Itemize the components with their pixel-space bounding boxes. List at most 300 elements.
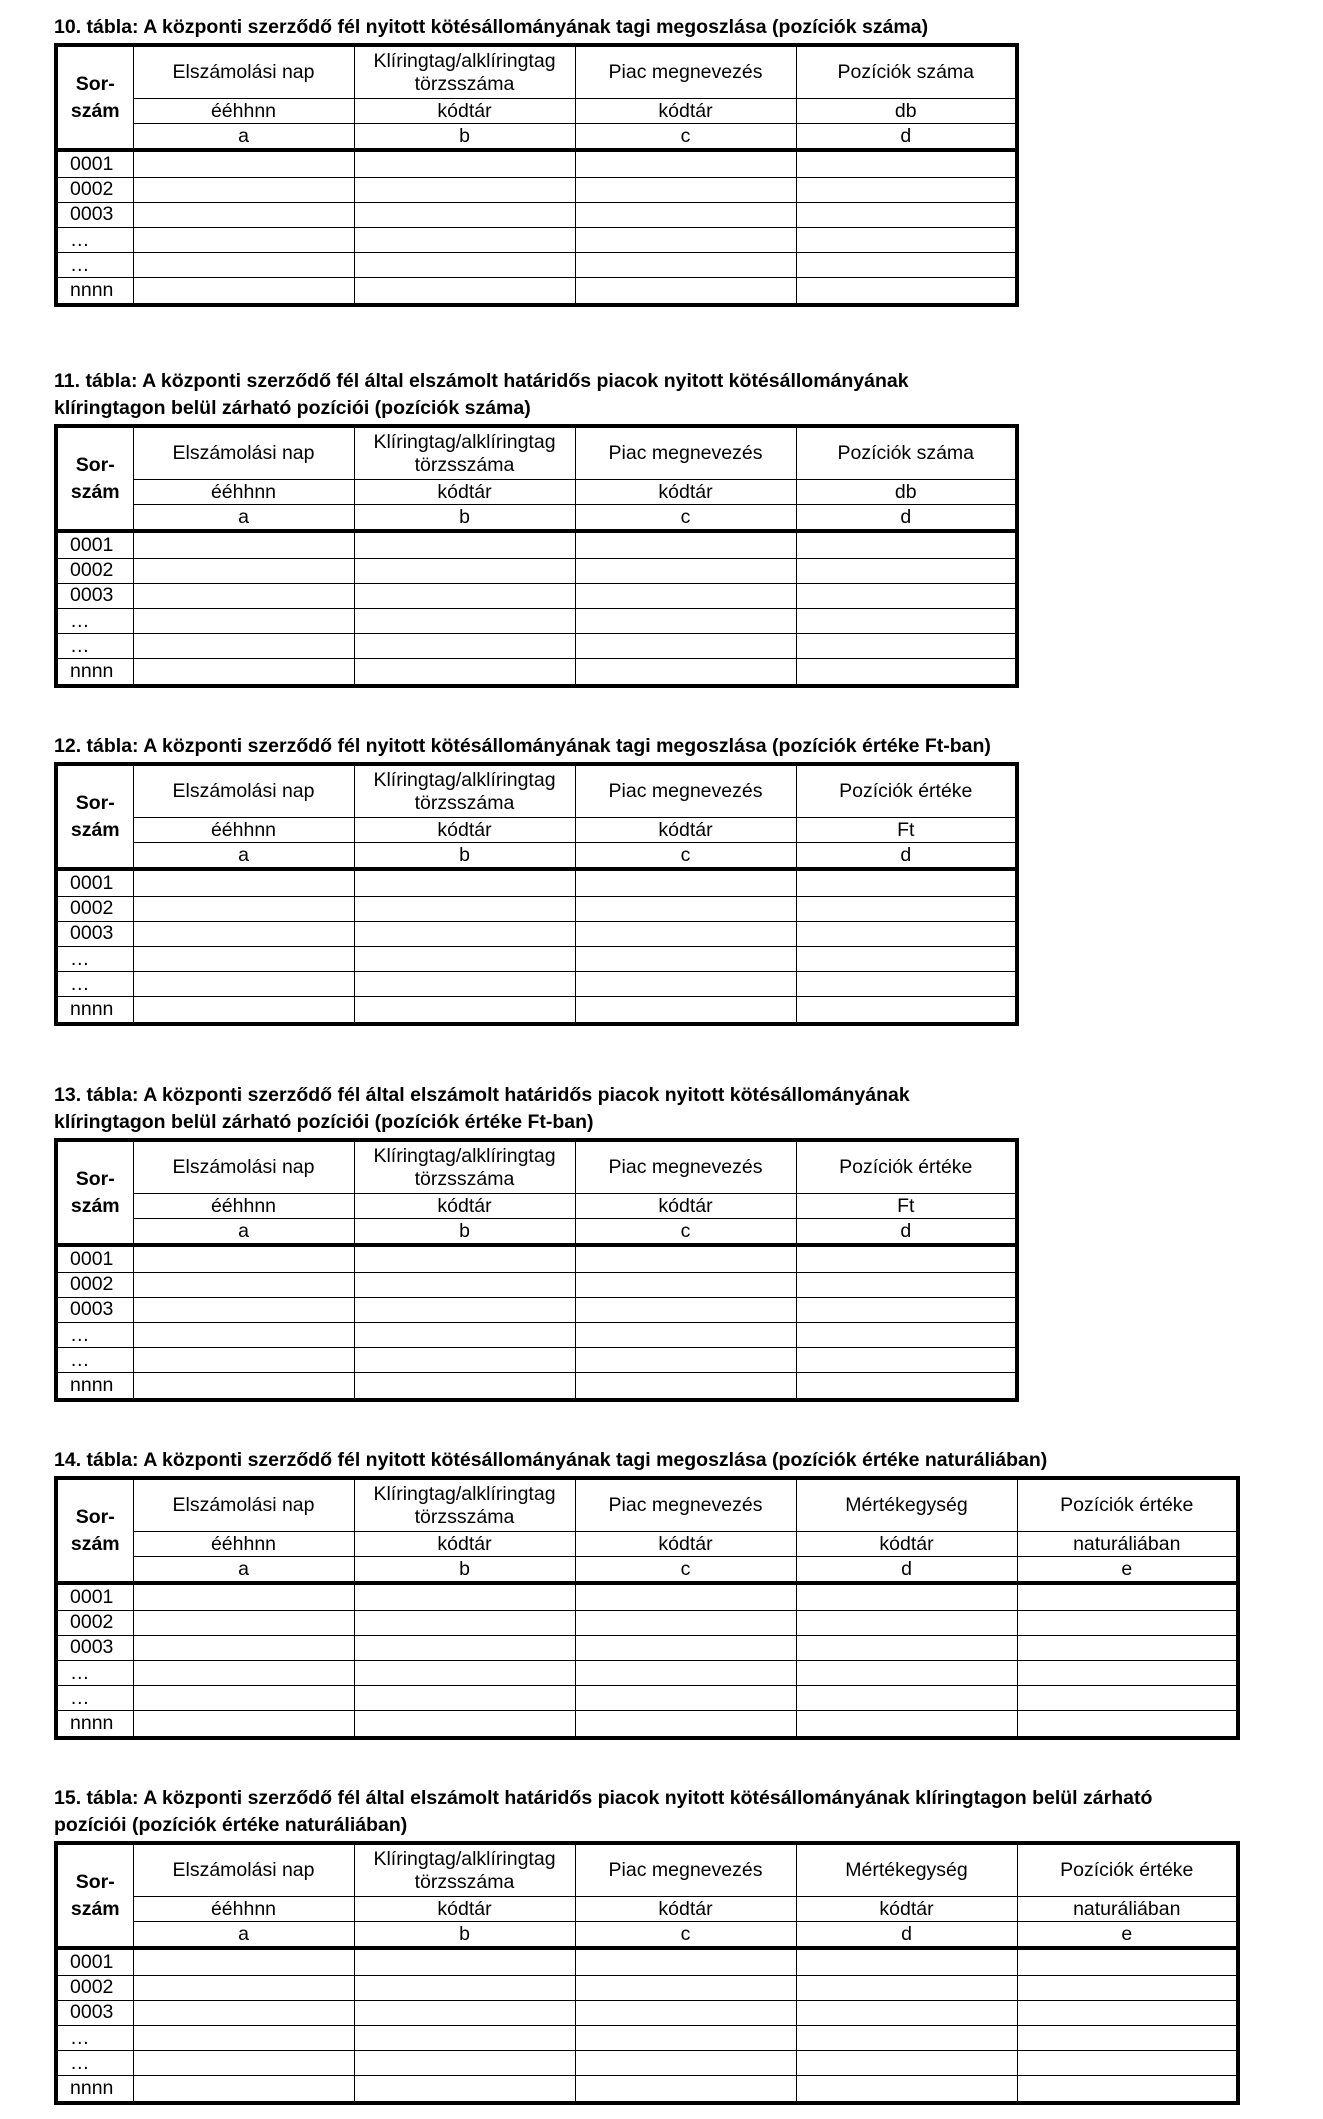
row-number: 0001	[56, 1245, 133, 1272]
table-cell[interactable]	[133, 1686, 354, 1711]
row-number: …	[56, 227, 133, 252]
table-cell[interactable]	[1017, 1610, 1238, 1635]
column-header: Pozíciók értéke	[796, 1140, 1017, 1194]
column-header: Pozíciók értéke	[1017, 1843, 1238, 1897]
table-cell[interactable]	[354, 1322, 575, 1347]
table-cell[interactable]	[575, 150, 796, 177]
sorszam-header: Sor- szám	[56, 1478, 133, 1583]
table-cell[interactable]	[796, 531, 1017, 558]
table-cell[interactable]	[575, 1245, 796, 1272]
table-cell[interactable]	[1017, 2000, 1238, 2025]
row-number: nnnn	[56, 1373, 133, 1400]
row-number: …	[56, 1348, 133, 1373]
column-header: Piac megnevezés	[575, 764, 796, 818]
row-number: 0002	[56, 177, 133, 202]
table-row	[56, 558, 1017, 583]
column-unit: ééhhnn	[133, 818, 354, 843]
table-cell[interactable]	[796, 997, 1017, 1024]
table-cell[interactable]	[575, 227, 796, 252]
table-cell[interactable]	[575, 1322, 796, 1347]
header-row	[56, 1140, 1017, 1194]
table-cell[interactable]	[796, 1711, 1017, 1738]
column-header: Elszámolási nap	[133, 1478, 354, 1532]
table-cell[interactable]	[133, 1975, 354, 2000]
column-unit: kódtár	[575, 99, 796, 124]
column-header: Piac megnevezés	[575, 1478, 796, 1532]
table-cell[interactable]	[575, 997, 796, 1024]
table-cell[interactable]	[796, 972, 1017, 997]
table-cell[interactable]	[133, 1948, 354, 1975]
table-cell[interactable]	[575, 177, 796, 202]
table-cell[interactable]	[575, 921, 796, 946]
form-table	[54, 762, 1019, 1026]
table-row	[56, 921, 1017, 946]
column-header: Mértékegység	[796, 1843, 1017, 1897]
table-cell[interactable]	[796, 278, 1017, 305]
table-caption: 13. tábla: A központi szerződő fél által elszámolt határidős piacok nyitott kötésállományának klíringtagon belül zárható pozíciói (pozíciók értéke Ft-ban)	[54, 1084, 916, 1133]
column-letter: a	[133, 1219, 354, 1246]
table-cell[interactable]	[796, 150, 1017, 177]
row-number: 0003	[56, 1635, 133, 1660]
table-cell[interactable]	[354, 1711, 575, 1738]
table-row	[56, 2025, 1238, 2050]
table-cell[interactable]	[133, 1322, 354, 1347]
column-header: Elszámolási nap	[133, 426, 354, 480]
table-row	[56, 1711, 1238, 1738]
table-cell[interactable]	[796, 1322, 1017, 1347]
table-cell[interactable]	[133, 583, 354, 608]
table-cell[interactable]	[354, 972, 575, 997]
column-letter-row	[56, 1557, 1238, 1584]
table-cell[interactable]	[796, 1297, 1017, 1322]
table-cell[interactable]	[796, 1975, 1017, 2000]
column-header: Pozíciók értéke	[796, 764, 1017, 818]
column-letter: d	[796, 124, 1017, 151]
column-letter: d	[796, 1219, 1017, 1246]
column-letter-row	[56, 1219, 1017, 1246]
column-unit: kódtár	[575, 1194, 796, 1219]
table-cell[interactable]	[354, 1660, 575, 1685]
form-table-section	[54, 14, 1284, 307]
header-row	[56, 764, 1017, 818]
table-cell[interactable]	[575, 1711, 796, 1738]
table-cell[interactable]	[796, 1635, 1017, 1660]
table-cell[interactable]	[133, 2076, 354, 2103]
table-cell[interactable]	[354, 227, 575, 252]
table-row	[56, 531, 1017, 558]
sorszam-header: Sor- szám	[56, 1843, 133, 1948]
table-cell[interactable]	[796, 608, 1017, 633]
table-cell[interactable]	[796, 2000, 1017, 2025]
unit-row	[56, 1897, 1238, 1922]
table-row	[56, 1635, 1238, 1660]
form-table	[54, 1476, 1240, 1740]
table-cell[interactable]	[354, 253, 575, 278]
table-row	[56, 253, 1017, 278]
column-header: Piac megnevezés	[575, 45, 796, 99]
table-cell[interactable]	[1017, 2076, 1238, 2103]
row-number: 0003	[56, 202, 133, 227]
table-cell[interactable]	[1017, 1583, 1238, 1610]
table-row	[56, 278, 1017, 305]
table-row	[56, 2000, 1238, 2025]
column-letter: a	[133, 505, 354, 532]
table-cell[interactable]	[354, 1272, 575, 1297]
column-unit: Ft	[796, 1194, 1017, 1219]
table-row	[56, 1583, 1238, 1610]
table-cell[interactable]	[1017, 1711, 1238, 1738]
column-letter: b	[354, 124, 575, 151]
table-cell[interactable]	[575, 1373, 796, 1400]
column-header: Klíringtag/alklíringtag törzsszáma	[354, 1478, 575, 1532]
table-cell[interactable]	[796, 1948, 1017, 1975]
table-cell[interactable]	[354, 1348, 575, 1373]
table-cell[interactable]	[133, 2051, 354, 2076]
sorszam-header: Sor- szám	[56, 426, 133, 531]
column-header: Elszámolási nap	[133, 1843, 354, 1897]
unit-row	[56, 1194, 1017, 1219]
table-cell[interactable]	[575, 1660, 796, 1685]
column-unit: naturáliában	[1017, 1897, 1238, 1922]
unit-row	[56, 99, 1017, 124]
table-cell[interactable]	[354, 1373, 575, 1400]
table-cell[interactable]	[354, 1635, 575, 1660]
column-letter: b	[354, 1557, 575, 1584]
column-unit: kódtár	[354, 480, 575, 505]
table-cell[interactable]	[575, 1297, 796, 1322]
form-table	[54, 43, 1019, 307]
table-row	[56, 583, 1017, 608]
column-unit: ééhhnn	[133, 99, 354, 124]
column-header: Klíringtag/alklíringtag törzsszáma	[354, 1843, 575, 1897]
header-row	[56, 426, 1017, 480]
table-cell[interactable]	[133, 2000, 354, 2025]
column-unit: kódtár	[354, 1194, 575, 1219]
table-cell[interactable]	[575, 946, 796, 971]
table-cell[interactable]	[354, 2000, 575, 2025]
table-row	[56, 2051, 1238, 2076]
table-cell[interactable]	[1017, 1660, 1238, 1685]
table-cell[interactable]	[575, 634, 796, 659]
column-letter: b	[354, 1219, 575, 1246]
row-number: 0001	[56, 1948, 133, 1975]
table-cell[interactable]	[796, 558, 1017, 583]
table-cell[interactable]	[796, 1583, 1017, 1610]
table-cell[interactable]	[1017, 2051, 1238, 2076]
row-number: 0003	[56, 2000, 133, 2025]
table-cell[interactable]	[133, 634, 354, 659]
table-cell[interactable]	[575, 1686, 796, 1711]
table-cell[interactable]	[133, 278, 354, 305]
table-cell[interactable]	[575, 1583, 796, 1610]
sorszam-header: Sor- szám	[56, 45, 133, 150]
column-letter: a	[133, 1922, 354, 1949]
table-cell[interactable]	[796, 253, 1017, 278]
row-number: 0001	[56, 531, 133, 558]
table-cell[interactable]	[354, 558, 575, 583]
table-cell[interactable]	[1017, 1948, 1238, 1975]
column-unit: kódtár	[796, 1532, 1017, 1557]
table-row	[56, 946, 1017, 971]
table-row	[56, 227, 1017, 252]
column-letter: d	[796, 1557, 1017, 1584]
table-cell[interactable]	[133, 1583, 354, 1610]
table-cell[interactable]	[796, 227, 1017, 252]
column-letter: b	[354, 505, 575, 532]
table-cell[interactable]	[575, 2000, 796, 2025]
table-cell[interactable]	[354, 202, 575, 227]
table-cell[interactable]	[796, 1373, 1017, 1400]
table-cell[interactable]	[796, 659, 1017, 686]
table-cell[interactable]	[133, 202, 354, 227]
table-cell[interactable]	[133, 1348, 354, 1373]
column-letter: a	[133, 843, 354, 870]
table-cell[interactable]	[796, 177, 1017, 202]
unit-row	[56, 1532, 1238, 1557]
table-row	[56, 1272, 1017, 1297]
table-cell[interactable]	[354, 634, 575, 659]
column-letter-row	[56, 1922, 1238, 1949]
table-row	[56, 972, 1017, 997]
form-table	[54, 1841, 1240, 2105]
table-cell[interactable]	[575, 1635, 796, 1660]
table-cell[interactable]	[133, 150, 354, 177]
table-cell[interactable]	[354, 2051, 575, 2076]
row-number: …	[56, 608, 133, 633]
table-cell[interactable]	[354, 608, 575, 633]
table-cell[interactable]	[133, 2025, 354, 2050]
column-unit: kódtár	[354, 99, 575, 124]
table-cell[interactable]	[133, 1297, 354, 1322]
table-row	[56, 1948, 1238, 1975]
column-unit: kódtár	[575, 480, 796, 505]
table-cell[interactable]	[575, 2051, 796, 2076]
form-table-section	[54, 733, 1284, 1026]
table-row	[56, 659, 1017, 686]
table-cell[interactable]	[354, 1975, 575, 2000]
column-header: Klíringtag/alklíringtag törzsszáma	[354, 1140, 575, 1194]
row-number: 0002	[56, 1272, 133, 1297]
table-cell[interactable]	[575, 1948, 796, 1975]
column-letter: b	[354, 1922, 575, 1949]
row-number: 0002	[56, 896, 133, 921]
table-cell[interactable]	[575, 1348, 796, 1373]
table-row	[56, 150, 1017, 177]
table-row	[56, 2076, 1238, 2103]
table-cell[interactable]	[575, 1272, 796, 1297]
table-cell[interactable]	[575, 202, 796, 227]
table-cell[interactable]	[575, 608, 796, 633]
table-cell[interactable]	[354, 1610, 575, 1635]
table-cell[interactable]	[1017, 1975, 1238, 2000]
table-cell[interactable]	[354, 150, 575, 177]
row-number: …	[56, 1686, 133, 1711]
table-cell[interactable]	[575, 659, 796, 686]
table-cell[interactable]	[796, 1660, 1017, 1685]
table-cell[interactable]	[133, 1245, 354, 1272]
column-letter: e	[1017, 1922, 1238, 1949]
table-cell[interactable]	[796, 1610, 1017, 1635]
column-unit: naturáliában	[1017, 1532, 1238, 1557]
row-number: …	[56, 2051, 133, 2076]
table-row	[56, 1348, 1017, 1373]
column-header: Klíringtag/alklíringtag törzsszáma	[354, 45, 575, 99]
table-cell[interactable]	[133, 253, 354, 278]
table-cell[interactable]	[133, 1373, 354, 1400]
table-cell[interactable]	[796, 2025, 1017, 2050]
unit-row	[56, 480, 1017, 505]
row-number: 0003	[56, 583, 133, 608]
form-table-section	[54, 1447, 1284, 1740]
table-cell[interactable]	[575, 583, 796, 608]
column-header: Elszámolási nap	[133, 1140, 354, 1194]
table-cell[interactable]	[354, 2076, 575, 2103]
column-letter: a	[133, 124, 354, 151]
table-row	[56, 1610, 1238, 1635]
table-row	[56, 202, 1017, 227]
row-number: …	[56, 2025, 133, 2050]
table-cell[interactable]	[575, 253, 796, 278]
column-unit: ééhhnn	[133, 480, 354, 505]
column-letter-row	[56, 505, 1017, 532]
table-cell[interactable]	[796, 1348, 1017, 1373]
column-header: Pozíciók száma	[796, 426, 1017, 480]
table-cell[interactable]	[354, 278, 575, 305]
table-cell[interactable]	[133, 1635, 354, 1660]
table-cell[interactable]	[796, 2076, 1017, 2103]
form-table-section	[54, 368, 1019, 688]
column-unit: kódtár	[354, 1897, 575, 1922]
table-cell[interactable]	[575, 2025, 796, 2050]
table-cell[interactable]	[133, 972, 354, 997]
table-cell[interactable]	[796, 2051, 1017, 2076]
table-cell[interactable]	[575, 972, 796, 997]
table-cell[interactable]	[575, 531, 796, 558]
table-cell[interactable]	[575, 869, 796, 896]
table-cell[interactable]	[796, 1272, 1017, 1297]
table-cell[interactable]	[133, 896, 354, 921]
table-cell[interactable]	[354, 177, 575, 202]
column-header: Mértékegység	[796, 1478, 1017, 1532]
table-row	[56, 608, 1017, 633]
table-caption: 11. tábla: A központi szerződő fél által elszámolt határidős piacok nyitott kötésállományának klíringtagon belül zárható pozíciói (pozíciók száma)	[54, 370, 915, 419]
table-caption: 12. tábla: A központi szerződő fél nyitott kötésállományának tagi megoszlása (pozíciók értéke Ft-ban)	[54, 735, 991, 757]
table-cell[interactable]	[354, 531, 575, 558]
column-unit: ééhhnn	[133, 1194, 354, 1219]
table-cell[interactable]	[1017, 1635, 1238, 1660]
table-cell[interactable]	[133, 946, 354, 971]
table-cell[interactable]	[796, 869, 1017, 896]
table-cell[interactable]	[133, 1610, 354, 1635]
table-cell[interactable]	[354, 921, 575, 946]
form-table	[54, 1138, 1019, 1402]
sorszam-header: Sor- szám	[56, 764, 133, 869]
table-cell[interactable]	[354, 1948, 575, 1975]
table-row	[56, 634, 1017, 659]
table-cell[interactable]	[354, 583, 575, 608]
table-cell[interactable]	[354, 1297, 575, 1322]
table-cell[interactable]	[133, 227, 354, 252]
table-cell[interactable]	[1017, 1686, 1238, 1711]
column-unit: kódtár	[354, 1532, 575, 1557]
table-cell[interactable]	[133, 869, 354, 896]
table-row	[56, 896, 1017, 921]
table-caption: 15. tábla: A központi szerződő fél által elszámolt határidős piacok nyitott kötésállományának klíringtagon belül zárható pozíciói (pozíciók értéke naturáliában)	[54, 1787, 1158, 1836]
table-cell[interactable]	[796, 202, 1017, 227]
column-unit: kódtár	[575, 1897, 796, 1922]
column-header: Piac megnevezés	[575, 1843, 796, 1897]
row-number: …	[56, 1322, 133, 1347]
table-cell[interactable]	[575, 896, 796, 921]
table-cell[interactable]	[796, 896, 1017, 921]
row-number: 0003	[56, 921, 133, 946]
table-cell[interactable]	[796, 1686, 1017, 1711]
table-cell[interactable]	[354, 659, 575, 686]
column-letter: b	[354, 843, 575, 870]
column-letter: c	[575, 1922, 796, 1949]
table-cell[interactable]	[354, 869, 575, 896]
table-cell[interactable]	[133, 608, 354, 633]
column-header: Pozíciók értéke	[1017, 1478, 1238, 1532]
table-cell[interactable]	[354, 1245, 575, 1272]
column-header: Pozíciók száma	[796, 45, 1017, 99]
table-cell[interactable]	[796, 583, 1017, 608]
table-cell[interactable]	[354, 946, 575, 971]
column-header: Klíringtag/alklíringtag törzsszáma	[354, 426, 575, 480]
column-unit: db	[796, 99, 1017, 124]
table-cell[interactable]	[354, 1583, 575, 1610]
column-letter: c	[575, 124, 796, 151]
sorszam-header: Sor- szám	[56, 1140, 133, 1245]
row-number: …	[56, 972, 133, 997]
column-unit: kódtár	[575, 1532, 796, 1557]
table-cell[interactable]	[354, 1686, 575, 1711]
table-cell[interactable]	[133, 531, 354, 558]
table-cell[interactable]	[133, 1711, 354, 1738]
row-number: 0001	[56, 869, 133, 896]
table-cell[interactable]	[796, 946, 1017, 971]
table-row	[56, 1322, 1017, 1347]
table-cell[interactable]	[133, 997, 354, 1024]
column-unit: ééhhnn	[133, 1897, 354, 1922]
table-cell[interactable]	[133, 1272, 354, 1297]
table-cell[interactable]	[575, 1610, 796, 1635]
table-cell[interactable]	[133, 659, 354, 686]
column-letter: c	[575, 1557, 796, 1584]
table-cell[interactable]	[1017, 2025, 1238, 2050]
table-cell[interactable]	[354, 997, 575, 1024]
header-row	[56, 45, 1017, 99]
table-cell[interactable]	[575, 558, 796, 583]
table-cell[interactable]	[575, 278, 796, 305]
table-row	[56, 1660, 1238, 1685]
table-cell[interactable]	[354, 2025, 575, 2050]
table-cell[interactable]	[575, 2076, 796, 2103]
table-cell[interactable]	[354, 896, 575, 921]
table-cell[interactable]	[133, 558, 354, 583]
table-cell[interactable]	[796, 1245, 1017, 1272]
row-number: nnnn	[56, 659, 133, 686]
table-cell[interactable]	[133, 1660, 354, 1685]
table-cell[interactable]	[133, 921, 354, 946]
table-cell[interactable]	[133, 177, 354, 202]
table-cell[interactable]	[796, 921, 1017, 946]
column-letter: c	[575, 505, 796, 532]
table-cell[interactable]	[575, 1975, 796, 2000]
column-unit: db	[796, 480, 1017, 505]
header-row	[56, 1843, 1238, 1897]
table-cell[interactable]	[796, 634, 1017, 659]
